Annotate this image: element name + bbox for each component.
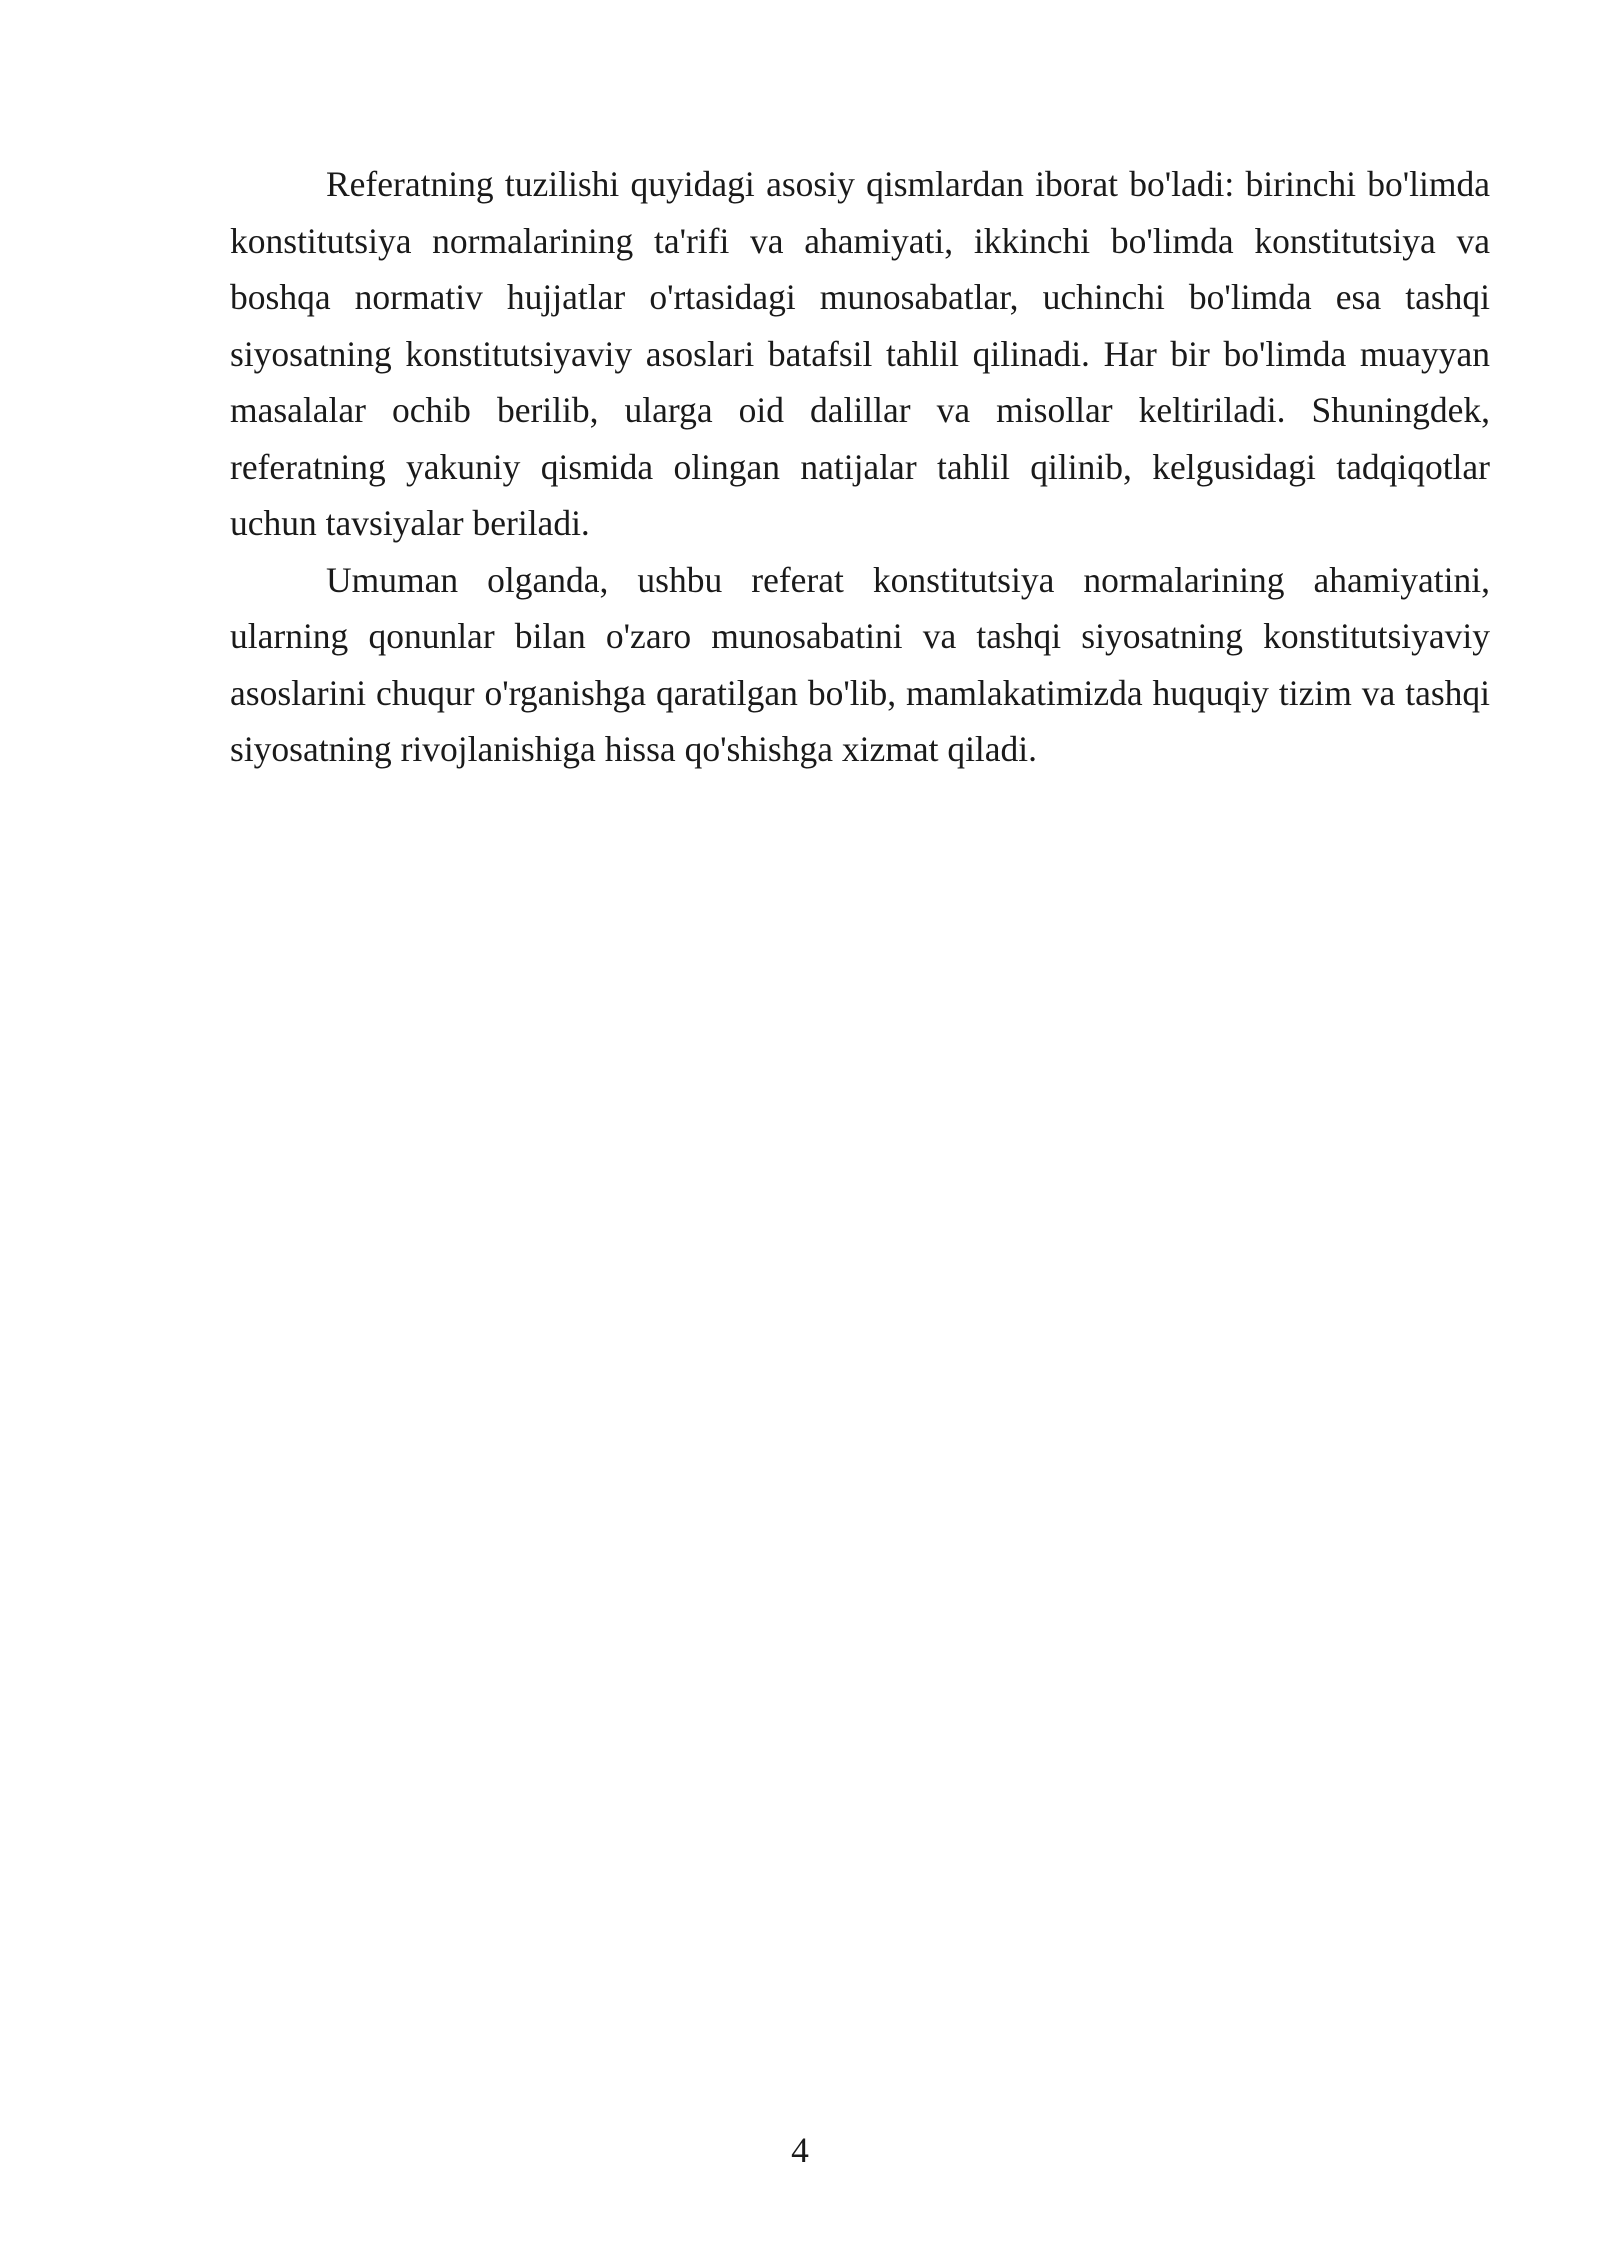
paragraph-structure: Referatning tuzilishi quyidagi asosiy qismlardan iborat bo'ladi: birinchi bo'limda konstitutsiya normalarining ta'rifi va ahamiyati, ikkinchi bo'limda konstitutsiya va boshqa normativ hujjatlar o'rtasidagi munosabatlar, uchinchi bo'limda esa tashqi siyosatning konstitutsiyaviy asoslari batafsil tahlil qilinadi. Har bir bo'limda muayyan masalalar ochib berilib, ularga oid dalillar va misollar keltiriladi. Shuningdek, referatning yakuniy qismida olingan natijalar tahlil qilinib, kelgusidagi tadqiqotlar uchun tavsiyalar beriladi. [230,164,1490,543]
body-text [230,156,1490,778]
paragraph-conclusion: Umuman olganda, ushbu referat konstitutsiya normalarining ahamiyatini, ularning qonunlar bilan o'zaro munosabatini va tashqi siyosatning konstitutsiyaviy asoslarini chuqur o'rganishga qaratilgan bo'lib, mamlakatimizda huquqiy tizim va tashqi siyosatning rivojlanishiga hissa qo'shishga xizmat qiladi. [230,559,1490,769]
page-number: 4 [791,2130,809,2170]
